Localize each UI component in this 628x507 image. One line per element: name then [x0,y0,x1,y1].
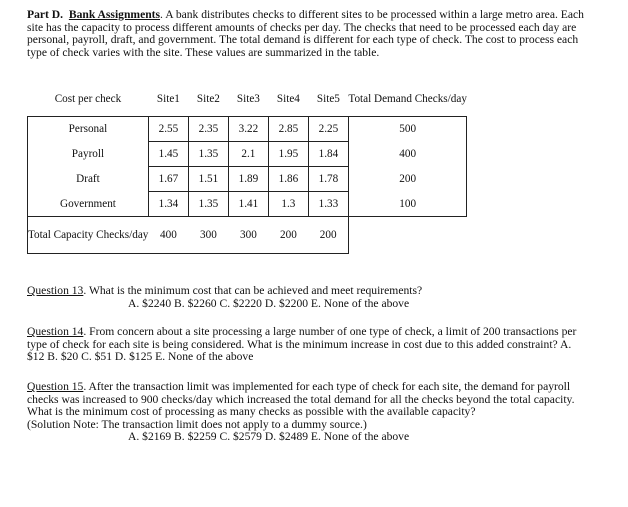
demand-cell: 100 [348,192,467,217]
question-label: Question 14 [27,325,84,338]
solution-note: (Solution Note: The transaction limit does not apply to a dummy source.) [27,417,367,431]
question-label: Question 13 [27,284,84,297]
cost-cell: 1.78 [308,167,348,192]
cost-cell: 1.45 [148,142,188,167]
table-row [28,167,467,192]
cost-cell: 1.86 [268,167,308,192]
row-label: Government [28,192,149,217]
capacity-cell: 300 [188,217,228,254]
cost-cell: 2.35 [188,117,228,142]
question-label: Question 15 [27,380,84,393]
table-row [28,117,467,142]
intro-paragraph [27,9,587,59]
capacity-cell: 200 [308,217,348,254]
question-13 [27,285,587,310]
demand-cell: 500 [348,117,467,142]
problem-title: Bank Assignments [68,8,161,21]
row-label: Personal [28,117,149,142]
site-header: Site5 [316,92,340,105]
capacity-row [28,217,467,254]
capacity-label: Total Capacity Checks/day [28,217,149,254]
part-label: Part D. [27,8,64,21]
cost-cell: 1.89 [228,167,268,192]
cost-cell: 2.55 [148,117,188,142]
intro-text: . A bank distributes checks to different sites to be processed within a large metro area. Each site has the capacity to process different amounts of checks per day. The checks that need to be processed each day are personal, payroll, draft, and government. The total demand is different for each type of check. The cost to process each type of check varies with the site. These values are summarized in the table. [27,8,584,59]
cost-cell: 1.35 [188,192,228,217]
row-label: Payroll [28,142,149,167]
answer-choices: A. $2240 B. $2260 C. $2220 D. $2200 E. None of the above [128,296,410,310]
corner-label: Cost per check [54,93,122,105]
question-text: Question 13. What is the minimum cost that can be achieved and meet requirements? [27,284,423,297]
question-text: Question 14. From concern about a site processing a large number of one type of check, a limit of 200 transactions per type of check for each site is being considered. What is the minimum increase in cost due to this added constraint? A. $12 B. $20 C. $51 D. $125 E. None of the above [27,325,577,364]
question-text: Question 15. After the transaction limit was implemented for each type of check for each site, the demand for payroll checks was increased to 900 checks/day which increased the total demand for all the checks beyond the total capacity. What is the minimum cost of processing as many checks as possible with the available capacity? [27,380,575,419]
capacity-cell: 300 [228,217,268,254]
table-header-row [28,82,467,117]
cost-cell: 2.25 [308,117,348,142]
site-header: Site3 [236,92,260,105]
table-row [28,142,467,167]
answer-choices: A. $2169 B. $2259 C. $2579 D. $2489 E. None of the above [128,430,410,444]
cost-cell: 1.51 [188,167,228,192]
demand-header: Total Demand Checks/day [348,93,467,105]
cost-cell: 1.33 [308,192,348,217]
cost-cell: 1.34 [148,192,188,217]
site-header: Site1 [156,92,180,105]
capacity-cell: 400 [148,217,188,254]
demand-cell: 400 [348,142,467,167]
problem-intro [27,9,587,59]
cost-cell: 1.67 [148,167,188,192]
cost-cell: 3.22 [228,117,268,142]
cost-cell: 1.41 [228,192,268,217]
site-header: Site4 [276,92,300,105]
cost-cell: 1.35 [188,142,228,167]
table-row [28,192,467,217]
cost-cell: 1.84 [308,142,348,167]
cost-cell: 1.95 [268,142,308,167]
cost-cell: 2.85 [268,117,308,142]
cost-table [27,82,467,254]
cost-cell: 1.3 [268,192,308,217]
cost-cell: 2.1 [228,142,268,167]
row-label: Draft [28,167,149,192]
site-header: Site2 [196,92,220,105]
demand-cell: 200 [348,167,467,192]
capacity-cell: 200 [268,217,308,254]
question-14 [27,326,587,364]
question-15 [27,381,587,444]
